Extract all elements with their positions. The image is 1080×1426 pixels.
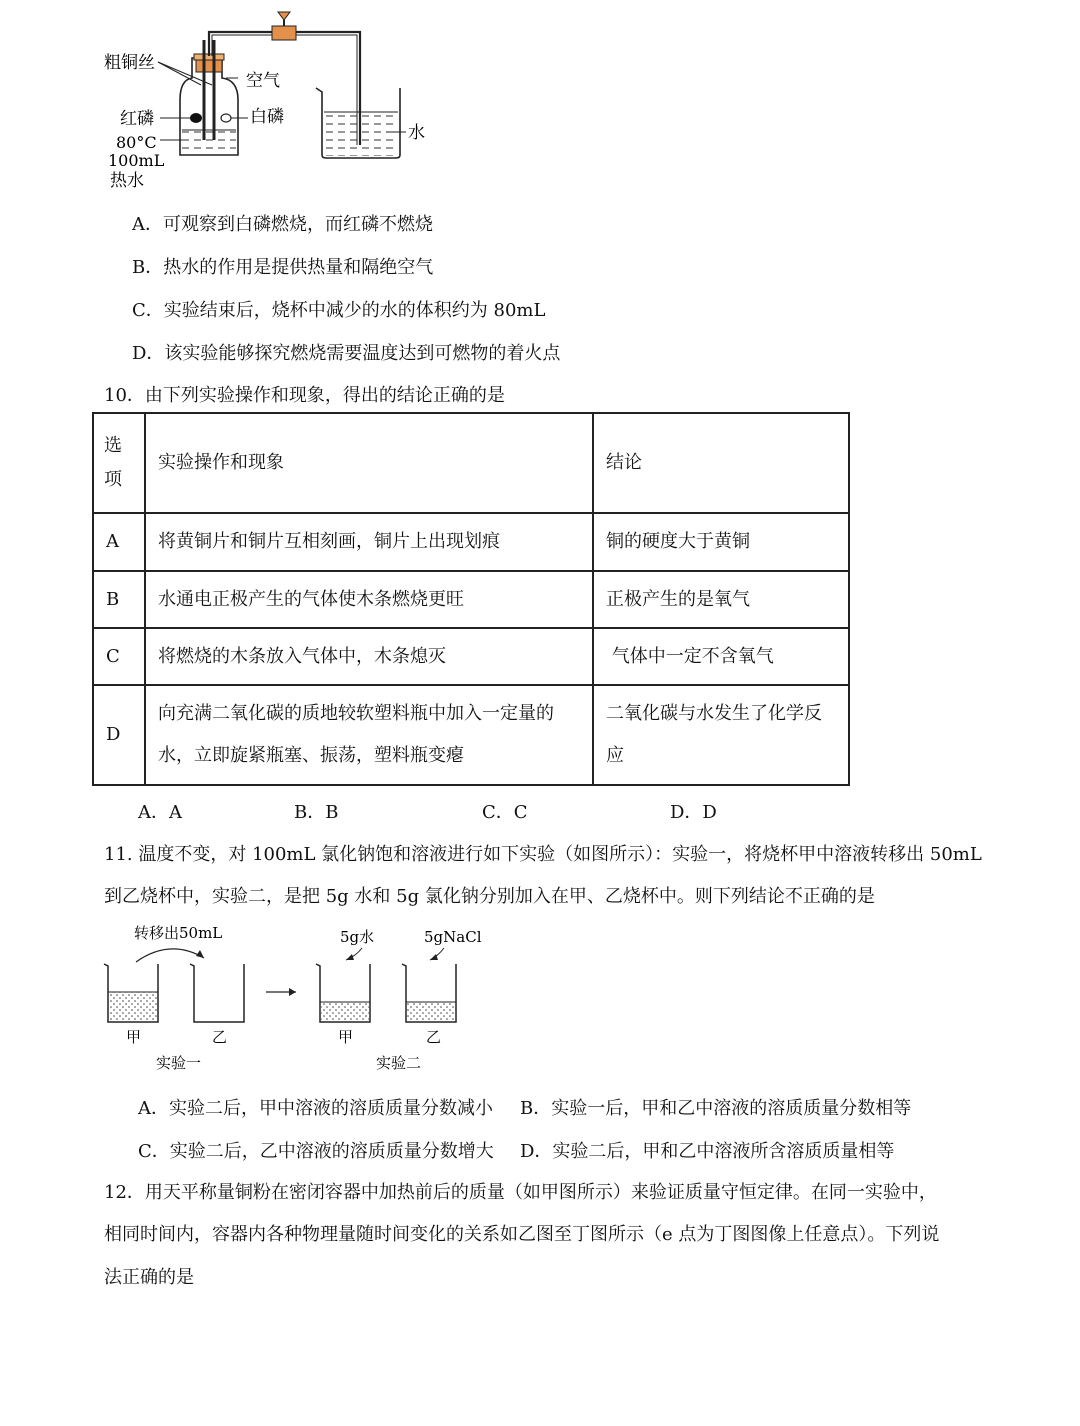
header-option: 选 项 <box>93 413 145 513</box>
table-row: C 将燃烧的木条放入气体中，木条熄灭 气体中一定不含氧气 <box>93 628 849 685</box>
label-volume: 100mL <box>108 151 165 170</box>
table-row: A 将黄铜片和铜片互相刻画，铜片上出现划痕 铜的硬度大于黄铜 <box>93 513 849 571</box>
header-operation: 实验操作和现象 <box>145 413 593 513</box>
q11-option-b[interactable]: B．实验一后，甲和乙中溶液的溶质质量分数相等 <box>520 1098 912 1119</box>
q10-stem: 10．由下列实验操作和现象，得出的结论正确的是 <box>104 385 505 406</box>
beaker-yi-1 <box>190 964 244 1022</box>
clamp-icon <box>272 12 296 40</box>
q10-answer-d[interactable]: D．D <box>670 802 717 823</box>
q11-option-a[interactable]: A．实验二后，甲中溶液的溶质质量分数减小 <box>138 1098 493 1119</box>
q10-table <box>92 412 850 786</box>
label-experiment-1: 实验一 <box>156 1054 202 1072</box>
red-phosphorus <box>190 113 202 123</box>
q12-stem-line3: 法正确的是 <box>104 1267 194 1288</box>
q12-stem-line1: 12．用天平称量铜粉在密闭容器中加热前后的质量（如甲图所示）来验证质量守恒定律。在同一实验中， <box>104 1182 937 1203</box>
q10-answer-b[interactable]: B．B <box>294 802 339 823</box>
beaker-water <box>324 112 398 156</box>
label-white-phosphorus: 白磷 <box>250 107 284 127</box>
label-yi-2: 乙 <box>426 1028 442 1046</box>
q9-option-b[interactable]: B．热水的作用是提供热量和隔绝空气 <box>132 257 434 278</box>
table-header-row <box>93 413 849 513</box>
q9-option-c[interactable]: C．实验结束后，烧杯中减少的水的体积约为 80mL <box>132 300 546 321</box>
table-row: D 向充满二氧化碳的质地较软塑料瓶中加入一定量的 水，立即旋紧瓶塞、振荡，塑料瓶变瘪 二氧化碳与水发生了化学反 应 <box>93 685 849 785</box>
label-transfer: 转移出50mL <box>134 924 223 942</box>
label-yi-1: 乙 <box>212 1028 228 1046</box>
table-row: B 水通电正极产生的气体使木条燃烧更旺 正极产生的是氧气 <box>93 571 849 628</box>
q9-option-d[interactable]: D．该实验能够探究燃烧需要温度达到可燃物的着火点 <box>132 343 561 364</box>
header-conclusion: 结论 <box>593 413 849 513</box>
q9-option-a[interactable]: A．可观察到白磷燃烧，而红磷不燃烧 <box>132 214 433 235</box>
label-jia-2: 甲 <box>338 1028 354 1046</box>
label-air: 空气 <box>246 71 280 91</box>
label-red-phosphorus: 红磷 <box>120 109 154 129</box>
label-5g-nacl: 5gNaCl <box>424 928 482 946</box>
label-copper-wire: 粗铜丝 <box>104 53 155 73</box>
label-temperature: 80°C <box>116 133 157 152</box>
combustion-apparatus-figure <box>96 0 456 200</box>
label-hot-water: 热水 <box>110 171 144 191</box>
label-jia-1: 甲 <box>126 1028 142 1046</box>
q11-option-c[interactable]: C．实验二后，乙中溶液的溶质质量分数增大 <box>138 1141 494 1162</box>
solution-experiment-figure <box>100 918 500 1078</box>
label-water: 水 <box>408 123 425 143</box>
q12-stem-line2: 相同时间内，容器内各种物理量随时间变化的关系如乙图至丁图所示（e 点为丁图图像上任意点）。下列说 <box>104 1224 940 1245</box>
label-5g-water: 5g水 <box>340 928 375 946</box>
q10-answer-c[interactable]: C．C <box>482 802 528 823</box>
q11-stem-line1: 11. 温度不变，对 100mL 氯化钠饱和溶液进行如下实验（如图所示）：实验一，将烧杯甲中溶液转移出 50mL <box>104 844 982 865</box>
white-phosphorus <box>221 114 231 122</box>
q10-answer-a[interactable]: A．A <box>138 802 182 823</box>
q11-stem-line2: 到乙烧杯中，实验二，是把 5g 水和 5g 氯化钠分别加入在甲、乙烧杯中。则下列结论不正确的是 <box>104 886 875 907</box>
q11-option-d[interactable]: D．实验二后，甲和乙中溶液所含溶质质量相等 <box>520 1141 895 1162</box>
flask-hot-water <box>182 130 236 153</box>
label-experiment-2: 实验二 <box>376 1054 422 1072</box>
